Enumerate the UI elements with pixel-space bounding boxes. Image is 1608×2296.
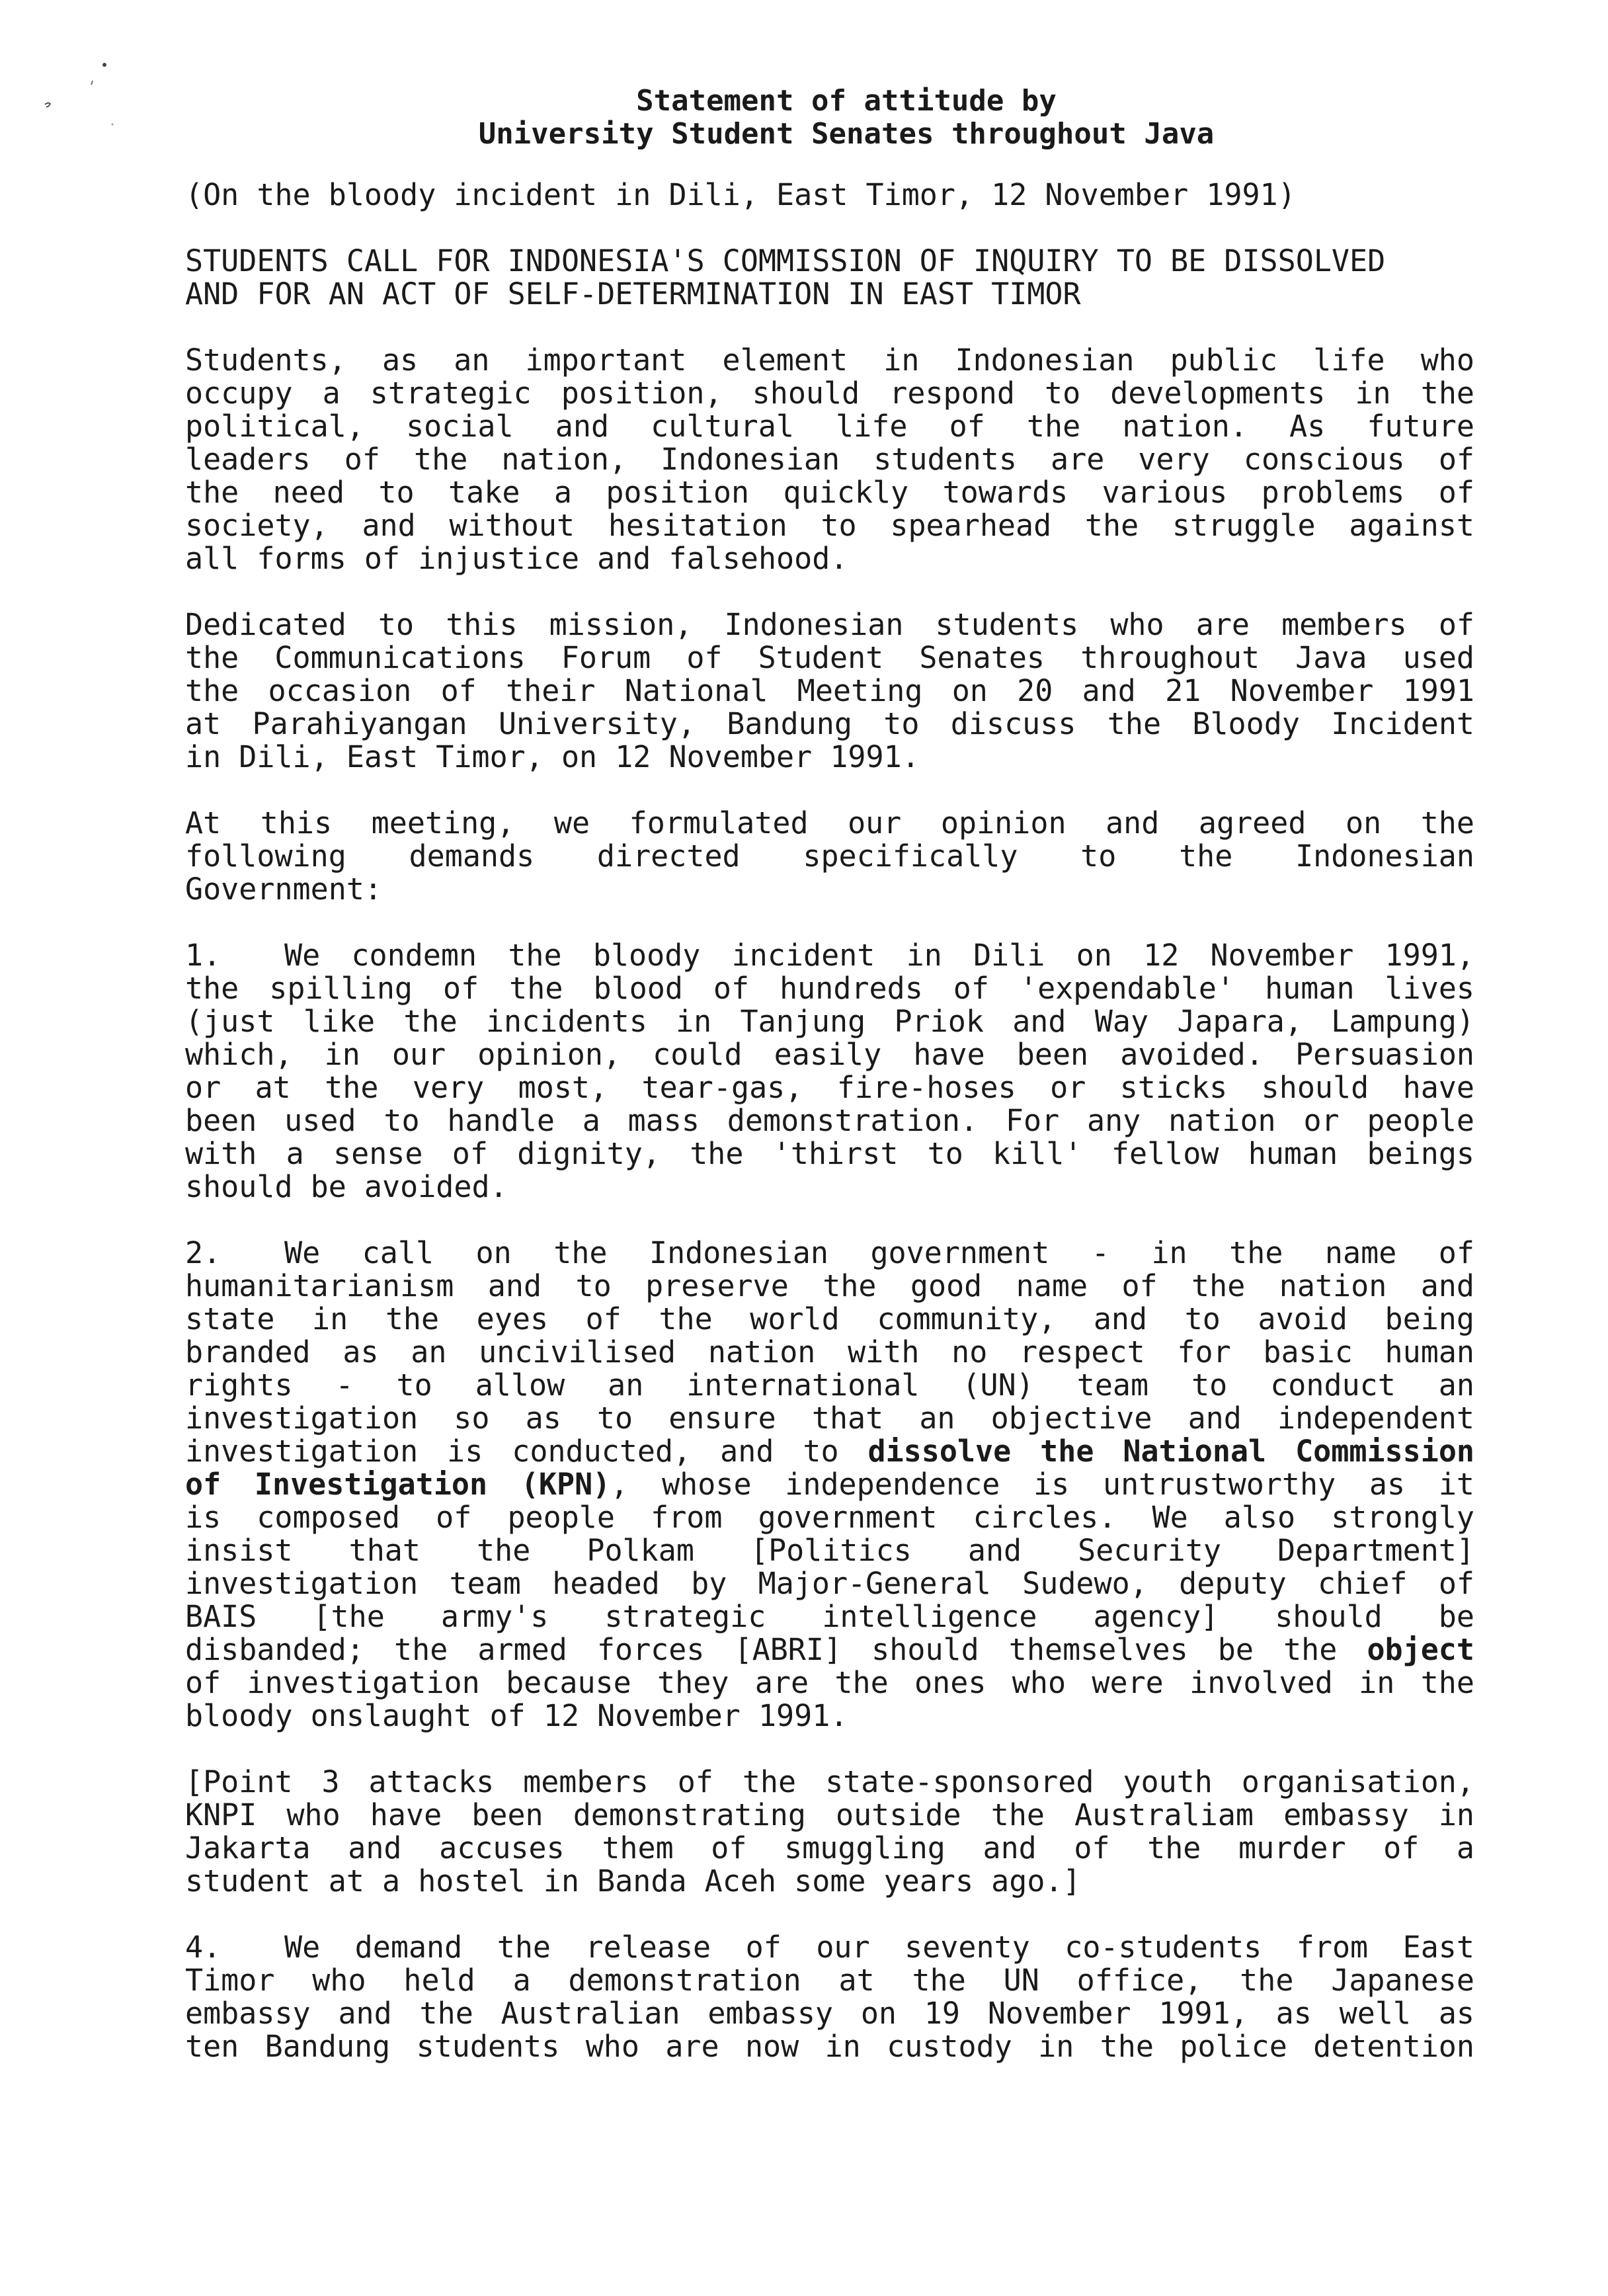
headline-line-1: STUDENTS CALL FOR INDONESIA'S COMMISSION OF INQUIRY TO BE DISSOLVED: [185, 243, 1386, 278]
demand-first-line: [185, 939, 1474, 972]
page-title: [185, 85, 1508, 151]
text-line: the need to take a position quickly towards various problems of: [185, 475, 1474, 510]
headline-line-2: AND FOR AN ACT OF SELF-DETERMINATION IN EAST TIMOR: [185, 276, 1081, 311]
text-line: [185, 1468, 1474, 1501]
text-line: insist that the Polkam [Politics and Security Department]: [185, 1533, 1474, 1568]
text-line: should be avoided.: [185, 1169, 508, 1204]
text-line: Dedicated to this mission, Indonesian students who are members of: [185, 607, 1474, 642]
headline: [185, 245, 1474, 311]
text-line: of investigation because they are the ones who were involved in the: [185, 1665, 1474, 1700]
text-line: [185, 1633, 1474, 1666]
text-line: student at a hostel in Banda Aceh some years ago.]: [185, 1864, 1081, 1899]
bold-text: of Investigation (KPN): [185, 1467, 611, 1502]
text-line: [Point 3 attacks members of the state-sponsored youth organisation,: [185, 1764, 1474, 1799]
demand-text: We demand the release of our seventy co-students from East: [284, 1930, 1474, 1965]
demand-text: We call on the Indonesian government - in the name of: [284, 1235, 1474, 1270]
subtitle-line: (On the bloody incident in Dili, East Timor, 12 November 1991): [185, 177, 1296, 212]
text-line: Students, as an important element in Indonesian public life who: [185, 343, 1474, 378]
text-fragment: investigation is conducted, and to: [185, 1434, 868, 1469]
demand-number: 4.: [185, 1930, 221, 1965]
bold-text: dissolve the National Commission: [867, 1434, 1475, 1469]
editorial-note-point-3: [185, 1766, 1474, 1898]
text-line: Government:: [185, 872, 383, 907]
text-line: bloody onslaught of 12 November 1991.: [185, 1698, 848, 1733]
demand-point-4: [185, 1931, 1474, 2063]
text-line: been used to handle a mass demonstration. For any nation or people: [185, 1103, 1474, 1138]
text-line: the Communications Forum of Student Senates throughout Java used: [185, 640, 1474, 675]
text-line: is composed of people from government circles. We also strongly: [185, 1500, 1474, 1535]
text-line: Jakarta and accuses them of smuggling and of the murder of a: [185, 1830, 1474, 1866]
scan-marks-icon: [40, 46, 132, 139]
title-line-2: University Student Senates throughout Java: [478, 117, 1215, 151]
bold-text: object: [1367, 1632, 1474, 1667]
text-line: all forms of injustice and falsehood.: [185, 541, 848, 576]
text-line: rights - to allow an international (UN) team to conduct an: [185, 1368, 1474, 1403]
demand-point-1: [185, 939, 1474, 1204]
text-fragment: , whose independence is untrustworthy as it: [610, 1467, 1474, 1502]
text-line: society, and without hesitation to spearhead the struggle against: [185, 508, 1474, 543]
demand-first-line: [185, 1931, 1474, 1964]
text-line: with a sense of dignity, the 'thirst to kill' fellow human beings: [185, 1136, 1474, 1171]
text-line: at Parahiyangan University, Bandung to discuss the Bloody Incident: [185, 706, 1474, 741]
text-line: KNPI who have been demonstrating outside the Australiam embassy in: [185, 1797, 1474, 1832]
text-line: political, social and cultural life of the nation. As future: [185, 409, 1474, 444]
text-line: Timor who held a demonstration at the UN office, the Japanese: [185, 1963, 1474, 1998]
text-line: in Dili, East Timor, on 12 November 1991.: [185, 739, 920, 774]
paragraph-intro: [185, 344, 1474, 575]
text-line: investigation so as to ensure that an objective and independent: [185, 1401, 1474, 1436]
demand-point-2: [185, 1237, 1474, 1733]
text-fragment: disbanded; the armed forces [ABRI] should themselves be the: [185, 1632, 1367, 1667]
text-line: [185, 1435, 1474, 1468]
text-line: branded as an uncivilised nation with no respect for basic human: [185, 1334, 1474, 1370]
text-line: which, in our opinion, could easily have been avoided. Persuasion: [185, 1037, 1474, 1072]
text-line: following demands directed specifically to the Indonesian: [185, 839, 1474, 874]
text-line: the occasion of their National Meeting on 20 and 21 November 1991: [185, 673, 1474, 708]
text-line: investigation team headed by Major-General Sudewo, deputy chief of: [185, 1566, 1474, 1601]
text-line: (just like the incidents in Tanjung Priok and Way Japara, Lampung): [185, 1004, 1474, 1039]
text-line: embassy and the Australian embassy on 19 November 1991, as well as: [185, 1996, 1474, 2031]
text-line: At this meeting, we formulated our opinion and agreed on the: [185, 805, 1474, 840]
paragraph-mission: [185, 608, 1474, 774]
text-line: humanitarianism and to preserve the good name of the nation and: [185, 1268, 1474, 1303]
text-line: state in the eyes of the world community, and to avoid being: [185, 1301, 1474, 1336]
demand-first-line: [185, 1237, 1474, 1270]
demand-number: 1.: [185, 938, 221, 973]
paragraph-meeting: [185, 807, 1474, 906]
document-body: [185, 179, 1474, 2096]
text-line: the spilling of the blood of hundreds of 'expendable' human lives: [185, 971, 1474, 1006]
text-line: occupy a strategic position, should respond to developments in the: [185, 376, 1474, 411]
demand-number: 2.: [185, 1235, 221, 1270]
text-line: ten Bandung students who are now in custody in the police detention: [185, 2029, 1474, 2064]
text-line: leaders of the nation, Indonesian students are very conscious of: [185, 442, 1474, 477]
title-line-1: Statement of attitude by: [636, 84, 1057, 118]
text-line: or at the very most, tear-gas, fire-hoses or sticks should have: [185, 1070, 1474, 1105]
subtitle: [185, 179, 1474, 212]
demand-text: We condemn the bloody incident in Dili on 12 November 1991,: [284, 938, 1474, 973]
text-line: BAIS [the army's strategic intelligence agency] should be: [185, 1599, 1474, 1634]
